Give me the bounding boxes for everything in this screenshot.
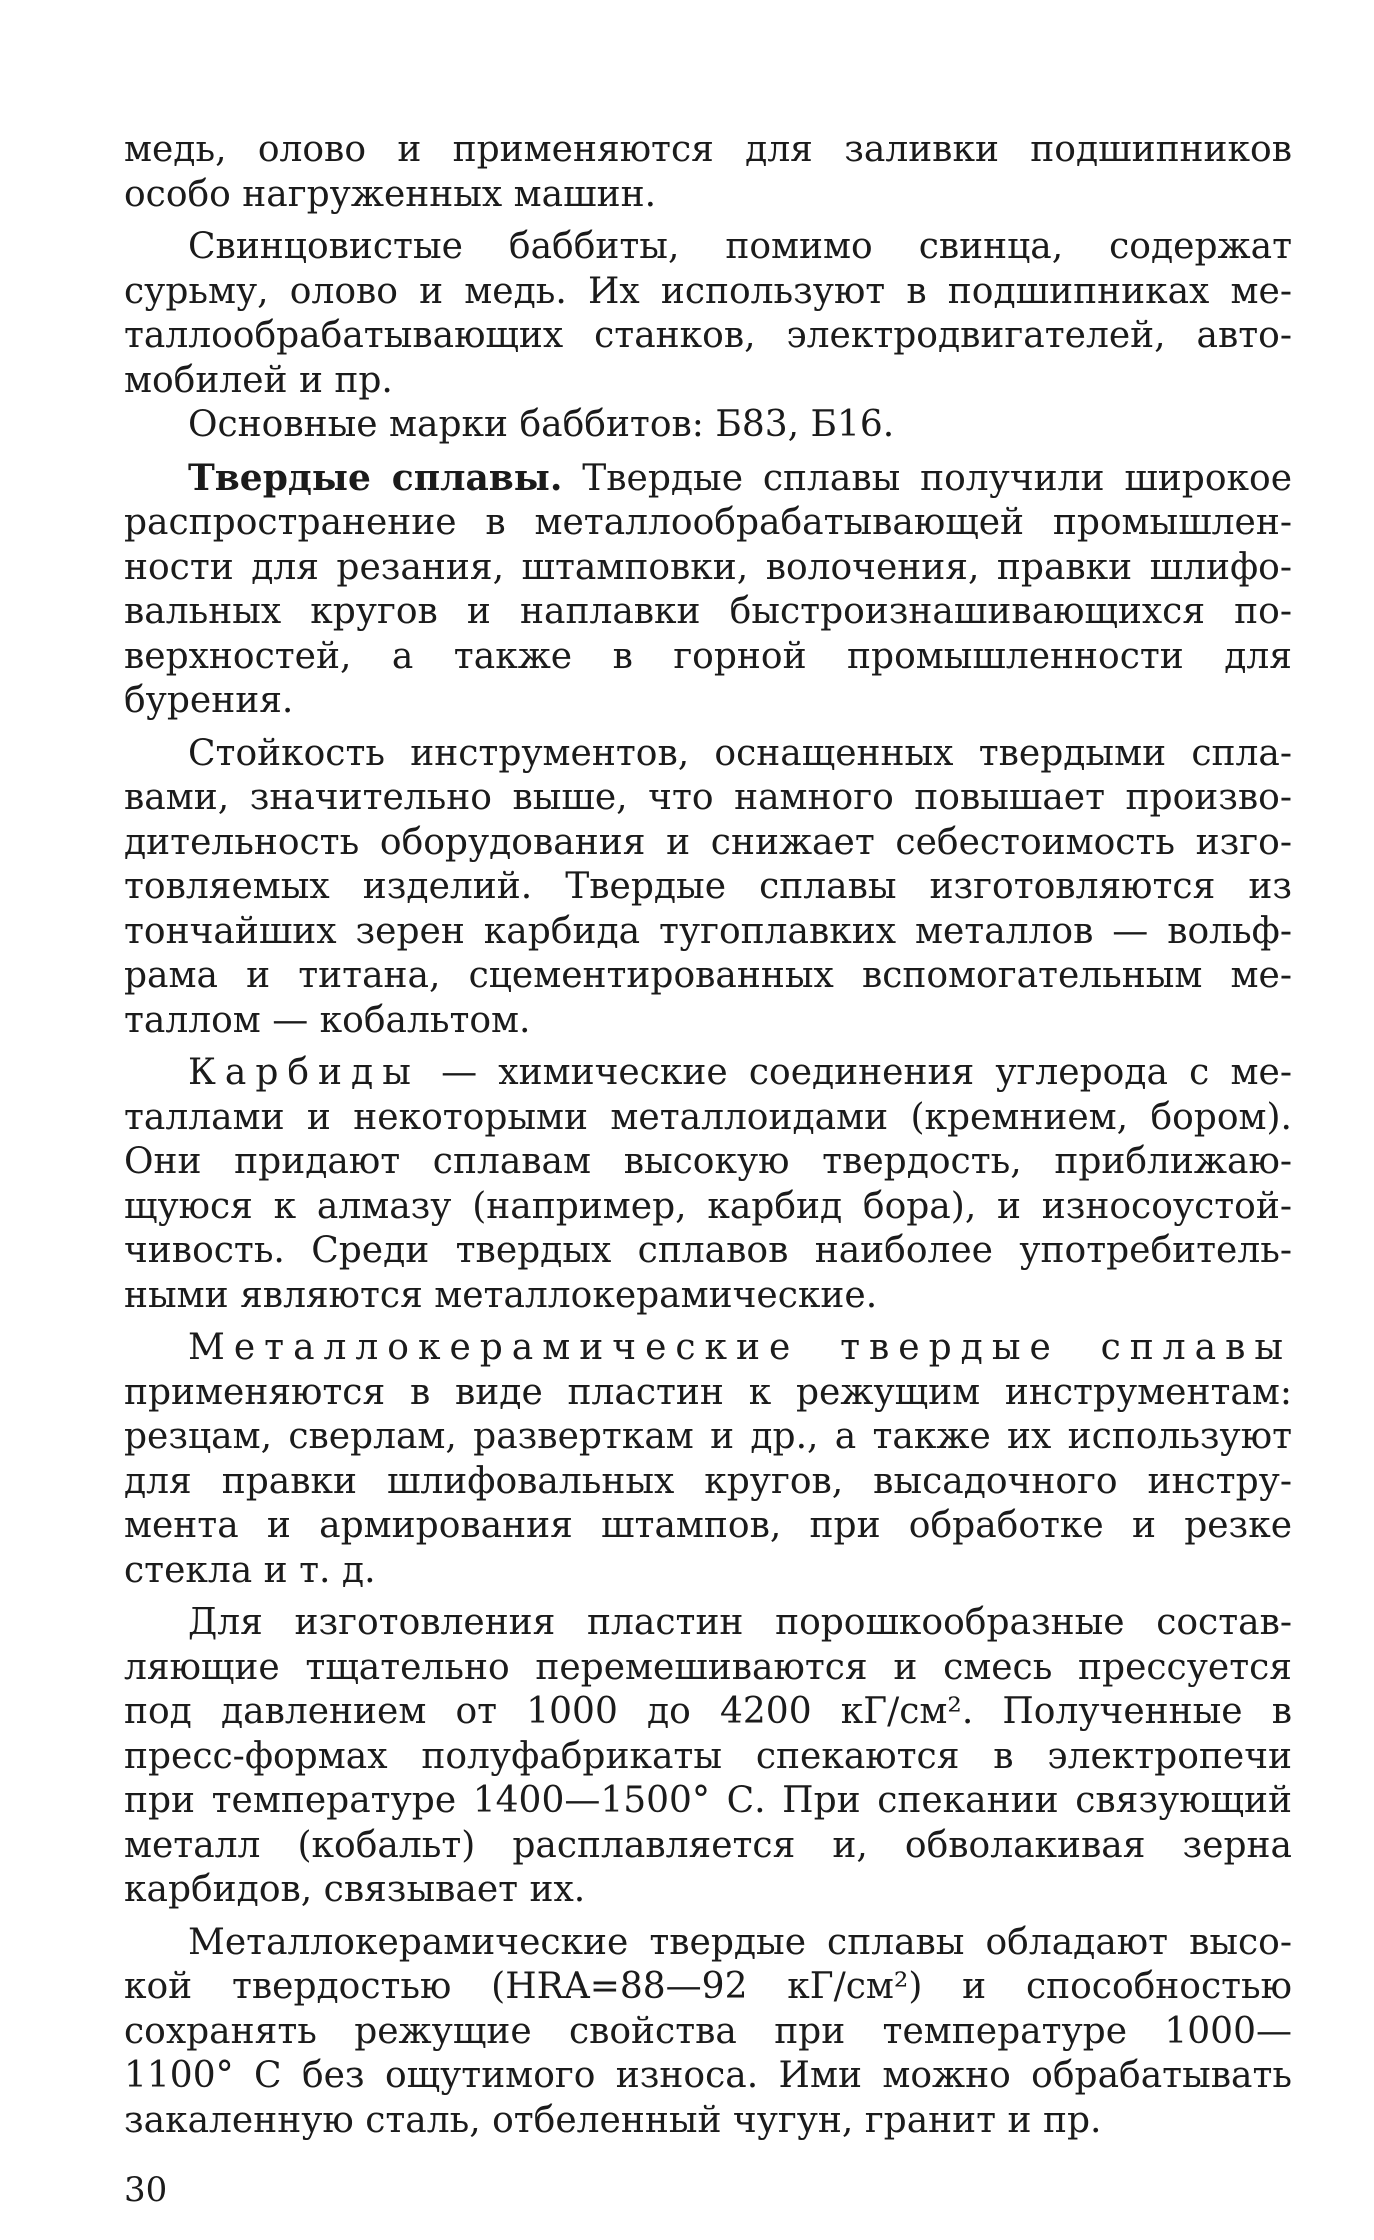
text-line: резцам, сверлам, разверткам и др., а также их используют — [124, 1416, 1292, 1457]
text-line: тончайших зерен карбида тугоплавких металлов — вольф- — [124, 910, 1292, 952]
text-line: Свинцовистые баббиты, помимо свинца, содержат — [188, 226, 1292, 267]
text-line: товляемых изделий. Твердые сплавы изготовляются из — [124, 866, 1292, 907]
text-line: кой твердостью (HRA=88—92 кГ/см²) и способностью — [124, 1966, 1292, 2007]
paragraph-gap — [124, 217, 1292, 225]
text-line: карбидов, связывает их. — [124, 1869, 586, 1910]
text-line: чивость. Среди твердых сплавов наиболее употребитель- — [124, 1230, 1292, 1271]
text-line: вами, значительно выше, что намного повышает произво- — [124, 777, 1292, 818]
text-line: дительность оборудования и снижает себестоимость изго- — [124, 821, 1292, 863]
text-line: рама и титана, сцементированных вспомогательным ме- — [124, 955, 1292, 996]
text-line: металл (кобальт) расплавляется и, обволакивая зерна — [124, 1824, 1292, 1866]
paragraph-gap — [124, 1913, 1292, 1921]
text-line: щуюся к алмазу (например, карбид бора), и износоустой- — [124, 1185, 1292, 1227]
text-line: медь, олово и применяются для заливки подшипников — [124, 129, 1292, 170]
text-line: Твердые сплавы. Твердые сплавы получили широкое — [188, 456, 1292, 499]
text-line: при температуре 1400—1500° С. При спекании связующий — [124, 1780, 1292, 1821]
text-line: ляющие тщательно перемешиваются и смесь прессуется — [124, 1646, 1292, 1688]
text-line: ными являются металлокерамические. — [124, 1274, 878, 1316]
text-line: сохранять режущие свойства при температуре 1000— — [124, 2010, 1292, 2052]
text-line: таллом — кобальтом. — [124, 999, 531, 1041]
text-line: применяются в виде пластин к режущим инструментам: — [124, 1371, 1292, 1413]
text-line: закаленную сталь, отбеленный чугун, гранит и пр. — [124, 2099, 1102, 2141]
text-line: 1100° С без ощутимого износа. Ими можно обрабатывать — [124, 2055, 1292, 2096]
paragraph-gap — [124, 448, 1292, 456]
text-line: Карбиды — химические соединения углерода с ме- — [188, 1052, 1292, 1093]
paragraph-gap — [124, 1318, 1292, 1326]
text-line: Для изготовления пластин порошкообразные состав- — [188, 1602, 1292, 1643]
text-line: распространение в металлообрабатывающей промышлен- — [124, 502, 1292, 543]
term-emphasis: Карбиды — [188, 1052, 420, 1093]
page-number: 30 — [124, 2170, 168, 2210]
text-line: мобилей и пр. — [124, 359, 393, 401]
text-line: таллообрабатывающих станков, электродвигателей, авто- — [124, 315, 1292, 356]
text-line: сурьму, олово и медь. Их используют в подшипниках ме- — [124, 270, 1292, 312]
text-line: Металлокерамические твердые сплавы обладают высо- — [188, 1921, 1292, 1963]
text-line: для правки шлифовальных кругов, высадочного инстру- — [124, 1460, 1292, 1502]
text-line: мента и армирования штампов, при обработке и резке — [124, 1505, 1292, 1546]
paragraph-gap — [124, 724, 1292, 732]
text-line: Основные марки баббитов: Б83, Б16. — [188, 404, 895, 445]
text-line: Металлокерамические твердые сплавы — [188, 1327, 1292, 1368]
paragraph-gap — [124, 1593, 1292, 1601]
text-line: вальных кругов и наплавки быстроизнашивающихся по- — [124, 591, 1292, 632]
text-line: бурения. — [124, 680, 294, 721]
text-line: Стойкость инструментов, оснащенных твердыми спла- — [188, 732, 1292, 774]
text-line: ности для резания, штамповки, волочения, правки шлифо- — [124, 546, 1292, 588]
paragraph-gap — [124, 1043, 1292, 1051]
text-line: Они придают сплавам высокую твердость, приближаю- — [124, 1141, 1292, 1182]
section-heading: Твердые сплавы. — [188, 456, 563, 499]
text-line: под давлением от 1000 до 4200 кГ/см². Полученные в — [124, 1691, 1292, 1732]
text-line: таллами и некоторыми металлоидами (кремнием, бором). — [124, 1096, 1292, 1138]
page-body-text — [124, 128, 1292, 2143]
text-line: верхностей, а также в горной промышленности для — [124, 635, 1292, 677]
text-line: стекла и т. д. — [124, 1549, 376, 1591]
text-line: особо нагруженных машин. — [124, 173, 657, 215]
text-line: пресс-формах полуфабрикаты спекаются в электропечи — [124, 1735, 1292, 1777]
